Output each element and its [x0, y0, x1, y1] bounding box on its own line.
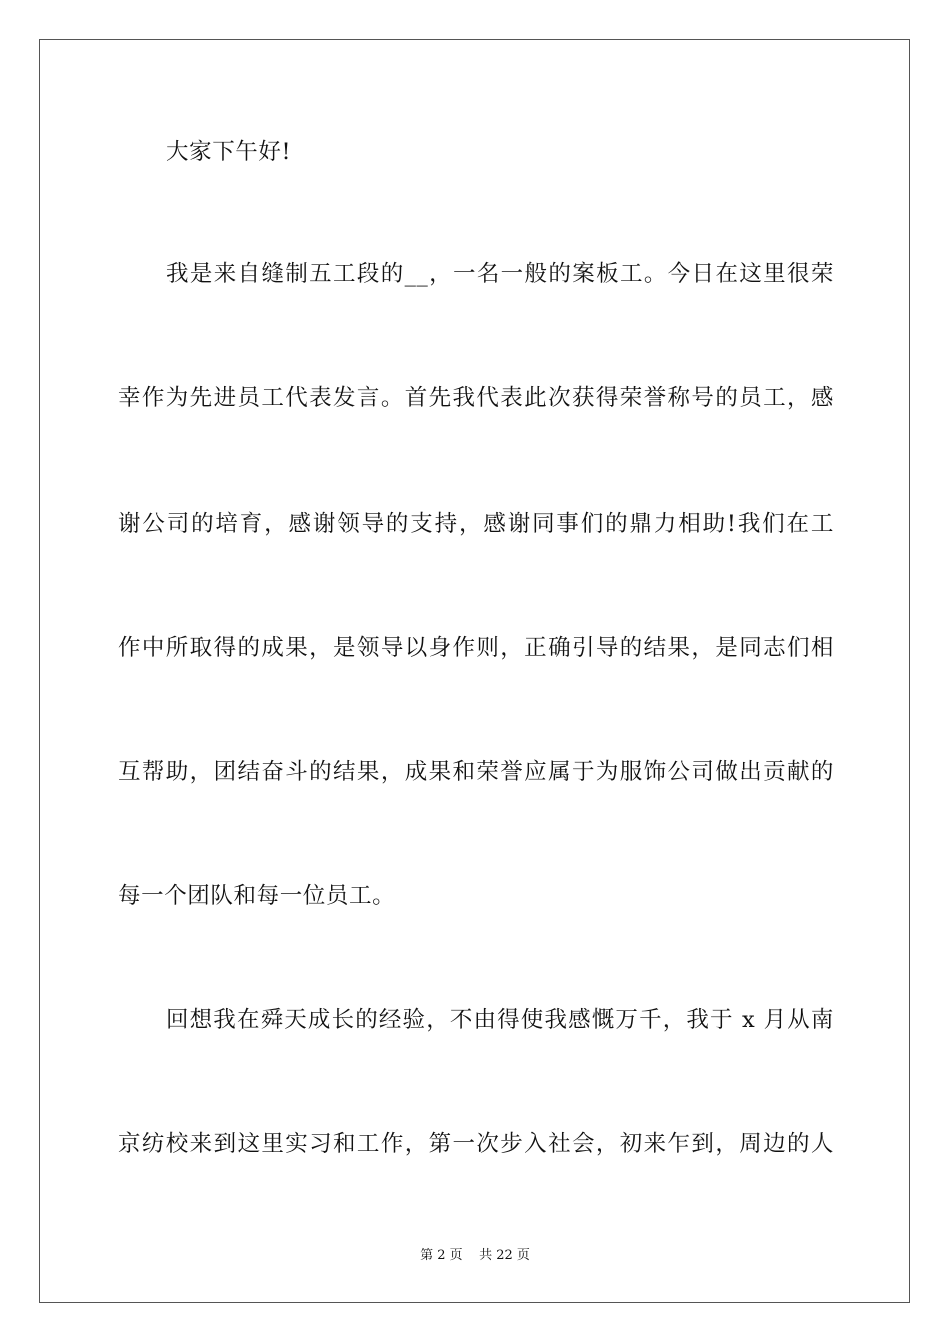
paragraph-line: 作中所取得的成果，是领导以身作则，正确引导的结果，是同志们相 [118, 635, 834, 661]
paragraph-line: 互帮助，团结奋斗的结果，成果和荣誉应属于为服饰公司做出贡献的 [118, 759, 834, 785]
paragraph-line: 谢公司的培育，感谢领导的支持，感谢同事们的鼎力相助!我们在工 [118, 511, 834, 537]
paragraph-line: 京纺校来到这里实习和工作，第一次步入社会，初来乍到，周边的人 [118, 1131, 834, 1157]
paragraph-line: 幸作为先进员工代表发言。首先我代表此次获得荣誉称号的员工，感 [118, 385, 834, 411]
paragraph-line: 每一个团队和每一位员工。 [118, 883, 396, 909]
paragraph-line: 回想我在舜天成长的经验，不由得使我感慨万千，我于 x 月从南 [166, 1007, 834, 1033]
paragraph-line: 我是来自缝制五工段的__，一名一般的案板工。今日在这里很荣 [166, 261, 834, 287]
greeting-line: 大家下午好! [166, 139, 292, 165]
page-number-footer: 第 2 页 共 22 页 [420, 1248, 530, 1263]
page-frame [39, 39, 910, 1303]
